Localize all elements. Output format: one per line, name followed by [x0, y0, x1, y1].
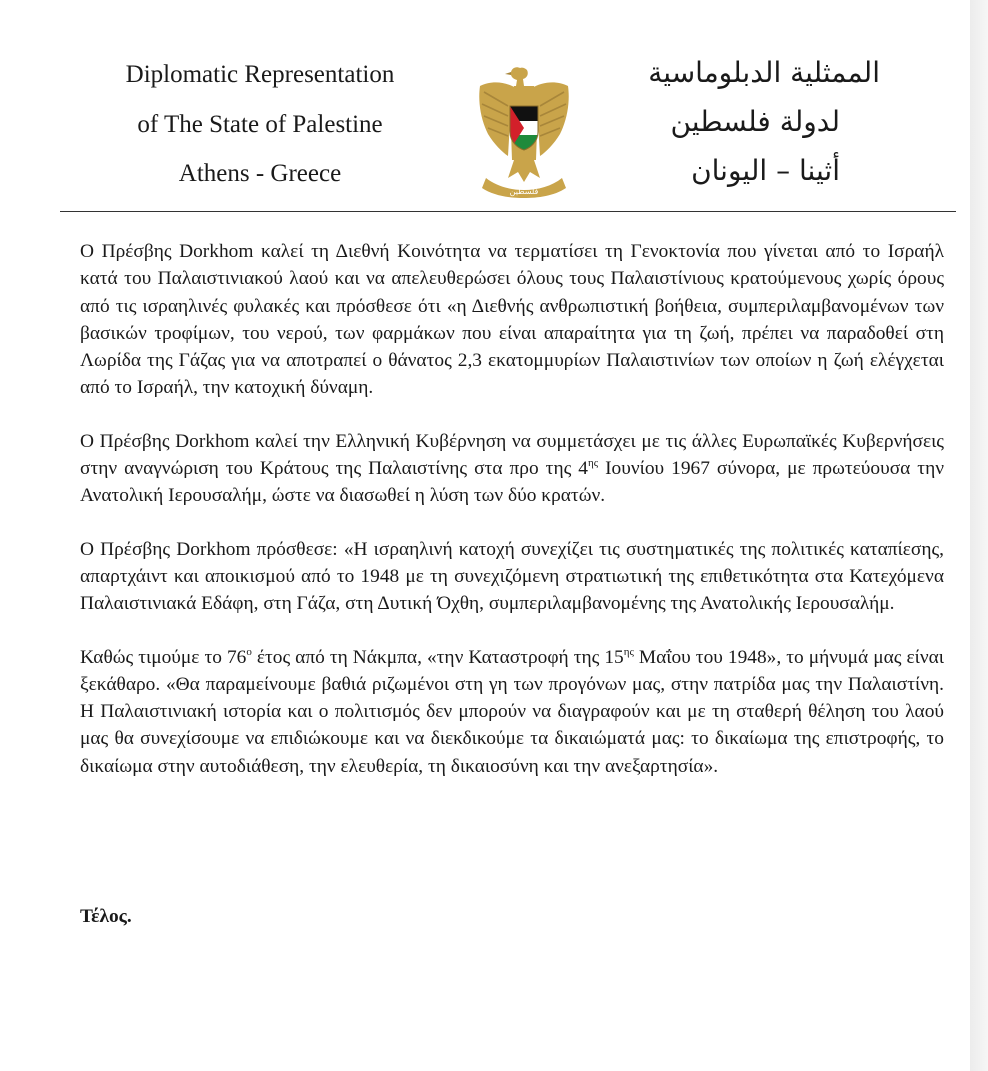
- paragraph-4: [80, 644, 944, 780]
- english-line-3: Athens - Greece: [178, 160, 342, 187]
- arabic-line-3: أثينا – اليونان: [691, 154, 840, 187]
- paragraph-4-text-a: Καθώς τιμούμε το 76: [80, 646, 247, 668]
- emblem-banner-text: فلسطين: [509, 187, 539, 196]
- arabic-letterhead: [620, 48, 950, 195]
- paragraph-2-text-a: Ο Πρέσβης Dorkhom καλεί την Ελληνική Κυβέρνηση να συμμετάσχει με τις άλλες Ευρωπαϊκές Κυβερνήσεις στην αναγνώριση του Κράτους της Παλαιστίνης στα προ της 4: [80, 430, 944, 480]
- document-body: [80, 238, 944, 806]
- paragraph-4-text-c: Μαΐου του 1948», το μήνυμά μας είναι ξεκάθαρο. «Θα παραμείνουμε βαθιά ριζωμένοι στη γη των προγόνων μας, στην πατρίδα μας την Παλαιστίνη. Η Παλαιστινιακή ιστορία και ο πολιτισμός δεν μπορούν να διαγραφούν και με τη σταθερή θέληση του λαού μας θα συνεχίσουμε να επιδιώκουμε και να διεκδικούμε τα δικαιώματά μας: το δικαίωμα της επιστροφής, το δικαίωμα στην αυτοδιάθεση, την ελευθερία, τη δικαιοσύνη και την ανεξαρτησία».: [80, 646, 944, 777]
- english-letterhead: [60, 50, 460, 199]
- paragraph-3: Ο Πρέσβης Dorkhom πρόσθεσε: «Η ισραηλινή κατοχή συνεχίζει τις συστηματικές της πολιτικές καταπίεσης, απαρτχάιντ και αποικισμού από το 1948 με τη συνεχιζόμενη στρατιωτική της επιθετικότητα στα Κατεχόμενα Παλαιστινιακά Εδάφη, στη Γάζα, στη Δυτική Όχθη, συμπεριλαμβανομένης της Ανατολικής Ιερουσαλήμ.: [80, 538, 944, 615]
- closing-word: Τέλος.: [80, 906, 132, 927]
- arabic-line-1: الممثلية الدبلوماسية: [648, 56, 880, 89]
- paragraph-1: Ο Πρέσβης Dorkhom καλεί τη Διεθνή Κοινότητα να τερματίσει τη Γενοκτονία που γίνεται από το Ισραήλ κατά του Παλαιστινιακού λαού και να απελευθερώσει όλους τους Παλαιστίνιους κρατούμενους χωρίς όρους από τις ισραηλινές φυλακές και πρόσθεσε ότι «η Διεθνής ανθρωπιστική βοήθεια, συμπεριλαμβανομένων των βασικών τροφίμων, του νερού, των φαρμάκων που είναι απαραίτητα για τη ζωή, πρέπει να παραδοθεί στη Λωρίδα της Γάζας για να αποτραπεί ο θάνατος 2,3 εκατομμυρίων Παλαιστινίων των οποίων η ζωή ελέγχεται από το Ισραήλ, την κατοχική δύναμη.: [80, 241, 944, 399]
- header-divider: [60, 211, 956, 212]
- english-line-2: of The State of Palestine: [137, 110, 383, 138]
- ordinal-suffix: ης: [587, 457, 599, 470]
- palestine-eagle-emblem-icon: [470, 62, 578, 198]
- paragraph-2-text-b: Ιουνίου 1967 σύνορα, με πρωτεύουσα την Ανατολική Ιερουσαλήμ, ώστε να διασωθεί η λύση των δύο κρατών.: [80, 458, 945, 507]
- ordinal-suffix: ης: [623, 645, 634, 658]
- letterhead: [0, 0, 988, 212]
- arabic-line-2: لدولة فلسطين: [670, 105, 840, 138]
- ordinal-suffix: ο: [246, 645, 252, 658]
- paragraph-4-text-b: έτος από τη Νάκμπα, «την Καταστροφή της 15: [251, 646, 624, 668]
- english-line-1: Diplomatic Representation: [125, 61, 395, 88]
- paragraph-2: [80, 428, 944, 510]
